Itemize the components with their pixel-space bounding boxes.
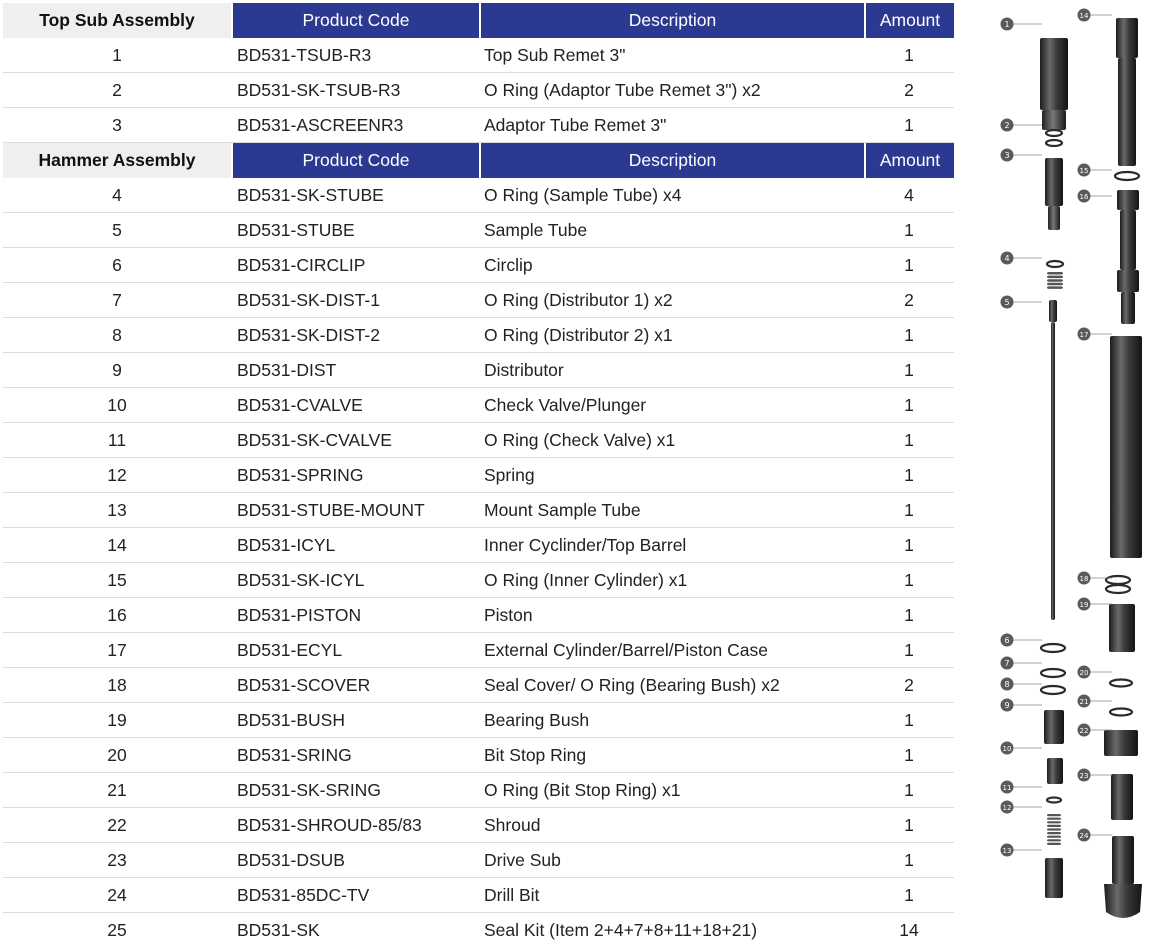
item-number: 21 <box>107 779 127 800</box>
description: Top Sub Remet 3" <box>484 44 626 65</box>
part-spring-coil <box>1047 821 1061 823</box>
product-code: BD531-CIRCLIP <box>237 254 366 275</box>
table-row <box>3 528 954 563</box>
callout-marker <box>1078 769 1113 782</box>
amount: 1 <box>904 569 914 590</box>
callout-number: 1 <box>1004 20 1010 29</box>
column-header-description: Description <box>479 3 864 38</box>
callout-marker <box>1001 699 1043 712</box>
part-spring-coil <box>1047 825 1061 827</box>
part-piston-tail <box>1121 292 1135 324</box>
description: O Ring (Distributor 1) x2 <box>484 289 673 310</box>
description: O Ring (Sample Tube) x4 <box>484 184 682 205</box>
description: Sample Tube <box>484 219 588 240</box>
part-adaptor-tube-end <box>1048 206 1060 230</box>
table-row <box>3 878 954 913</box>
part-shroud <box>1104 730 1138 756</box>
column-header-amount: Amount <box>864 143 954 178</box>
amount: 1 <box>904 464 914 485</box>
table-row <box>3 458 954 493</box>
part-o-ring <box>1110 709 1132 716</box>
part-spring-coil <box>1047 843 1061 845</box>
item-number: 23 <box>107 849 127 870</box>
amount: 1 <box>904 254 914 275</box>
item-number: 16 <box>107 604 127 625</box>
callout-number: 9 <box>1004 701 1010 710</box>
description: Mount Sample Tube <box>484 499 641 520</box>
item-number: 25 <box>107 920 127 940</box>
product-code: BD531-STUBE <box>237 219 355 240</box>
callout-marker <box>1078 328 1113 341</box>
callout-number: 12 <box>1002 804 1012 812</box>
table-row <box>3 108 954 143</box>
amount: 14 <box>899 920 919 940</box>
callout-number: 21 <box>1079 698 1089 706</box>
callout-number: 22 <box>1079 727 1089 735</box>
item-number: 4 <box>112 184 122 205</box>
callout-number: 14 <box>1079 12 1089 20</box>
callout-marker <box>1001 657 1043 670</box>
description: O Ring (Check Valve) x1 <box>484 429 676 450</box>
part-spring-coil <box>1047 279 1063 282</box>
part-o-ring <box>1047 798 1061 803</box>
amount: 1 <box>904 429 914 450</box>
item-number: 7 <box>112 289 122 310</box>
callout-number: 3 <box>1004 151 1010 160</box>
callout-number: 17 <box>1079 331 1089 339</box>
callout-number: 5 <box>1004 298 1010 307</box>
column-header-amount: Amount <box>864 3 954 38</box>
product-code: BD531-SK-TSUB-R3 <box>237 79 401 100</box>
part-o-ring <box>1041 669 1065 677</box>
part-spring-coil <box>1047 832 1061 834</box>
callout-marker <box>1001 844 1043 857</box>
product-code: BD531-ASCREENR3 <box>237 114 404 135</box>
description: Inner Cyclinder/Top Barrel <box>484 534 687 555</box>
product-code: BD531-DSUB <box>237 849 345 870</box>
amount: 1 <box>904 744 914 765</box>
table-row <box>3 633 954 668</box>
part-adaptor-tube <box>1045 158 1063 206</box>
callout-number: 7 <box>1004 659 1010 668</box>
callout-number: 8 <box>1004 680 1010 689</box>
amount: 1 <box>904 709 914 730</box>
callout-marker <box>1001 801 1043 814</box>
amount: 1 <box>904 114 914 135</box>
amount: 1 <box>904 814 914 835</box>
callout-marker <box>1001 678 1043 691</box>
amount: 1 <box>904 639 914 660</box>
callout-marker <box>1001 18 1043 31</box>
product-code: BD531-85DC-TV <box>237 884 370 905</box>
product-code: BD531-SK-STUBE <box>237 184 384 205</box>
part-spring-coil <box>1047 272 1063 275</box>
amount: 1 <box>904 219 914 240</box>
item-number: 13 <box>107 499 127 520</box>
table-row <box>3 213 954 248</box>
amount: 2 <box>904 79 914 100</box>
description: Seal Kit (Item 2+4+7+8+11+18+21) <box>484 920 758 940</box>
description: Spring <box>484 464 535 485</box>
table-row <box>3 913 954 948</box>
callout-marker <box>1001 781 1043 794</box>
part-spring-coil <box>1047 814 1061 816</box>
callout-marker <box>1078 9 1113 22</box>
product-code: BD531-ICYL <box>237 534 336 555</box>
parts-table <box>3 3 954 948</box>
part-circlip <box>1041 644 1065 652</box>
part-o-ring <box>1106 576 1130 584</box>
table-row <box>3 283 954 318</box>
callout-number: 13 <box>1002 847 1012 855</box>
description: External Cylinder/Barrel/Piston Case <box>484 639 769 660</box>
description: O Ring (Inner Cylinder) x1 <box>484 569 688 590</box>
item-number: 24 <box>107 884 127 905</box>
part-o-ring <box>1041 686 1065 694</box>
item-number: 20 <box>107 744 127 765</box>
part-mount-sample-tube <box>1045 858 1063 898</box>
amount: 1 <box>904 884 914 905</box>
callout-number: 16 <box>1079 193 1089 201</box>
product-code: BD531-ECYL <box>237 639 343 660</box>
callout-number: 23 <box>1079 772 1089 780</box>
item-number: 5 <box>112 219 122 240</box>
part-spring-coil <box>1047 839 1061 841</box>
amount: 1 <box>904 604 914 625</box>
amount: 1 <box>904 499 914 520</box>
description: O Ring (Adaptor Tube Remet 3") x2 <box>484 79 761 100</box>
product-code: BD531-SK-DIST-2 <box>237 324 380 345</box>
table-row <box>3 738 954 773</box>
table-row <box>3 73 954 108</box>
part-spring-coil <box>1047 828 1061 830</box>
description: Circlip <box>484 254 533 275</box>
item-number: 6 <box>112 254 122 275</box>
amount: 1 <box>904 394 914 415</box>
table-row <box>3 178 954 213</box>
description: O Ring (Bit Stop Ring) x1 <box>484 779 681 800</box>
description: Drive Sub <box>484 849 561 870</box>
description: Adaptor Tube Remet 3" <box>484 114 667 135</box>
callout-marker <box>1001 252 1043 265</box>
amount: 2 <box>904 289 914 310</box>
callout-marker <box>1001 149 1043 162</box>
part-o-ring <box>1047 261 1063 267</box>
product-code: BD531-SHROUD-85/83 <box>237 814 422 835</box>
column-header-product-code: Product Code <box>231 143 479 178</box>
product-code: BD531-SK-DIST-1 <box>237 289 380 310</box>
part-piston-body <box>1120 210 1136 270</box>
part-drill-bit-shank <box>1112 836 1134 884</box>
exploded-parts-diagram <box>990 0 1156 944</box>
part-check-valve <box>1047 758 1063 784</box>
part-spring-coil <box>1047 286 1063 289</box>
part-spring-coil <box>1047 836 1061 838</box>
callout-number: 15 <box>1079 167 1089 175</box>
item-number: 19 <box>107 709 127 730</box>
part-spring-coil <box>1047 283 1063 286</box>
part-external-cylinder <box>1110 336 1142 558</box>
amount: 1 <box>904 359 914 380</box>
product-code: BD531-DIST <box>237 359 337 380</box>
callout-marker <box>1078 829 1113 842</box>
part-spring-coil <box>1047 818 1061 820</box>
description: O Ring (Distributor 2) x1 <box>484 324 673 345</box>
part-piston-top <box>1117 190 1139 210</box>
part-inner-cylinder-head <box>1116 18 1138 58</box>
table-row <box>3 773 954 808</box>
amount: 1 <box>904 534 914 555</box>
part-bit-stop-ring <box>1110 680 1132 687</box>
item-number: 10 <box>107 394 127 415</box>
amount: 4 <box>904 184 914 205</box>
table-row <box>3 318 954 353</box>
callout-marker <box>1078 598 1113 611</box>
item-number: 17 <box>107 639 127 660</box>
part-spring-coil <box>1047 276 1063 279</box>
table-row <box>3 843 954 878</box>
product-code: BD531-PISTON <box>237 604 362 625</box>
product-code: BD531-CVALVE <box>237 394 363 415</box>
amount: 1 <box>904 44 914 65</box>
description: Seal Cover/ O Ring (Bearing Bush) x2 <box>484 674 780 695</box>
callout-number: 24 <box>1079 832 1089 840</box>
section-header-row <box>3 3 954 38</box>
item-number: 18 <box>107 674 127 695</box>
callout-number: 4 <box>1004 254 1010 263</box>
table-row <box>3 668 954 703</box>
description: Shroud <box>484 814 541 835</box>
item-number: 9 <box>112 359 122 380</box>
amount: 1 <box>904 324 914 345</box>
table-row <box>3 248 954 283</box>
section-title: Top Sub Assembly <box>3 3 231 38</box>
part-o-ring <box>1106 585 1130 593</box>
callout-number: 20 <box>1079 669 1089 677</box>
part-distributor <box>1044 710 1064 744</box>
product-code: BD531-BUSH <box>237 709 345 730</box>
item-number: 3 <box>112 114 122 135</box>
callout-marker <box>1078 164 1113 177</box>
part-o-ring <box>1046 130 1062 136</box>
table-row <box>3 353 954 388</box>
product-code: BD531-SK-SRING <box>237 779 381 800</box>
callout-marker <box>1078 666 1113 679</box>
item-number: 11 <box>107 429 127 450</box>
callout-number: 18 <box>1079 575 1089 583</box>
callout-marker <box>1078 190 1113 203</box>
description: Check Valve/Plunger <box>484 394 647 415</box>
callout-marker <box>1001 634 1043 647</box>
product-code: BD531-SRING <box>237 744 352 765</box>
item-number: 22 <box>107 814 127 835</box>
callout-marker <box>1001 296 1043 309</box>
part-top-sub <box>1040 38 1068 110</box>
product-code: BD531-SK-CVALVE <box>237 429 392 450</box>
table-row <box>3 598 954 633</box>
product-code: BD531-SPRING <box>237 464 364 485</box>
description: Drill Bit <box>484 884 540 905</box>
item-number: 8 <box>112 324 122 345</box>
table-row <box>3 563 954 598</box>
callout-number: 6 <box>1004 636 1010 645</box>
amount: 1 <box>904 849 914 870</box>
table-row <box>3 703 954 738</box>
item-number: 12 <box>107 464 127 485</box>
callout-number: 19 <box>1079 601 1089 609</box>
description: Distributor <box>484 359 564 380</box>
product-code: BD531-TSUB-R3 <box>237 44 372 65</box>
table-row <box>3 38 954 73</box>
section-header-row <box>3 143 954 178</box>
part-bearing-bush <box>1109 604 1135 652</box>
product-code: BD531-SK <box>237 920 320 940</box>
amount: 2 <box>904 674 914 695</box>
description: Piston <box>484 604 533 625</box>
item-number: 15 <box>107 569 127 590</box>
amount: 1 <box>904 779 914 800</box>
section-title: Hammer Assembly <box>3 143 231 178</box>
callout-number: 10 <box>1002 745 1012 753</box>
callout-number: 2 <box>1004 121 1010 130</box>
callout-marker <box>1001 742 1043 755</box>
part-sample-tube <box>1051 322 1055 620</box>
item-number: 2 <box>112 79 122 100</box>
description: Bit Stop Ring <box>484 744 587 765</box>
column-header-product-code: Product Code <box>231 3 479 38</box>
table-row <box>3 388 954 423</box>
part-sample-tube-head <box>1049 300 1057 322</box>
column-header-description: Description <box>479 143 864 178</box>
product-code: BD531-SCOVER <box>237 674 371 695</box>
part-drive-sub <box>1111 774 1133 820</box>
product-code: BD531-SK-ICYL <box>237 569 365 590</box>
part-drill-bit-head <box>1104 884 1142 918</box>
callout-number: 11 <box>1002 784 1012 792</box>
item-number: 1 <box>112 44 122 65</box>
callout-marker <box>1001 119 1043 132</box>
table-row <box>3 423 954 458</box>
product-code: BD531-STUBE-MOUNT <box>237 499 425 520</box>
part-o-ring <box>1046 140 1062 146</box>
table-row <box>3 493 954 528</box>
item-number: 14 <box>107 534 127 555</box>
table-row <box>3 808 954 843</box>
callout-marker <box>1078 695 1113 708</box>
description: Bearing Bush <box>484 709 590 730</box>
part-top-sub-thread <box>1042 110 1066 130</box>
part-inner-cylinder <box>1118 58 1136 166</box>
part-piston-mid <box>1117 270 1139 292</box>
part-o-ring <box>1115 172 1139 180</box>
